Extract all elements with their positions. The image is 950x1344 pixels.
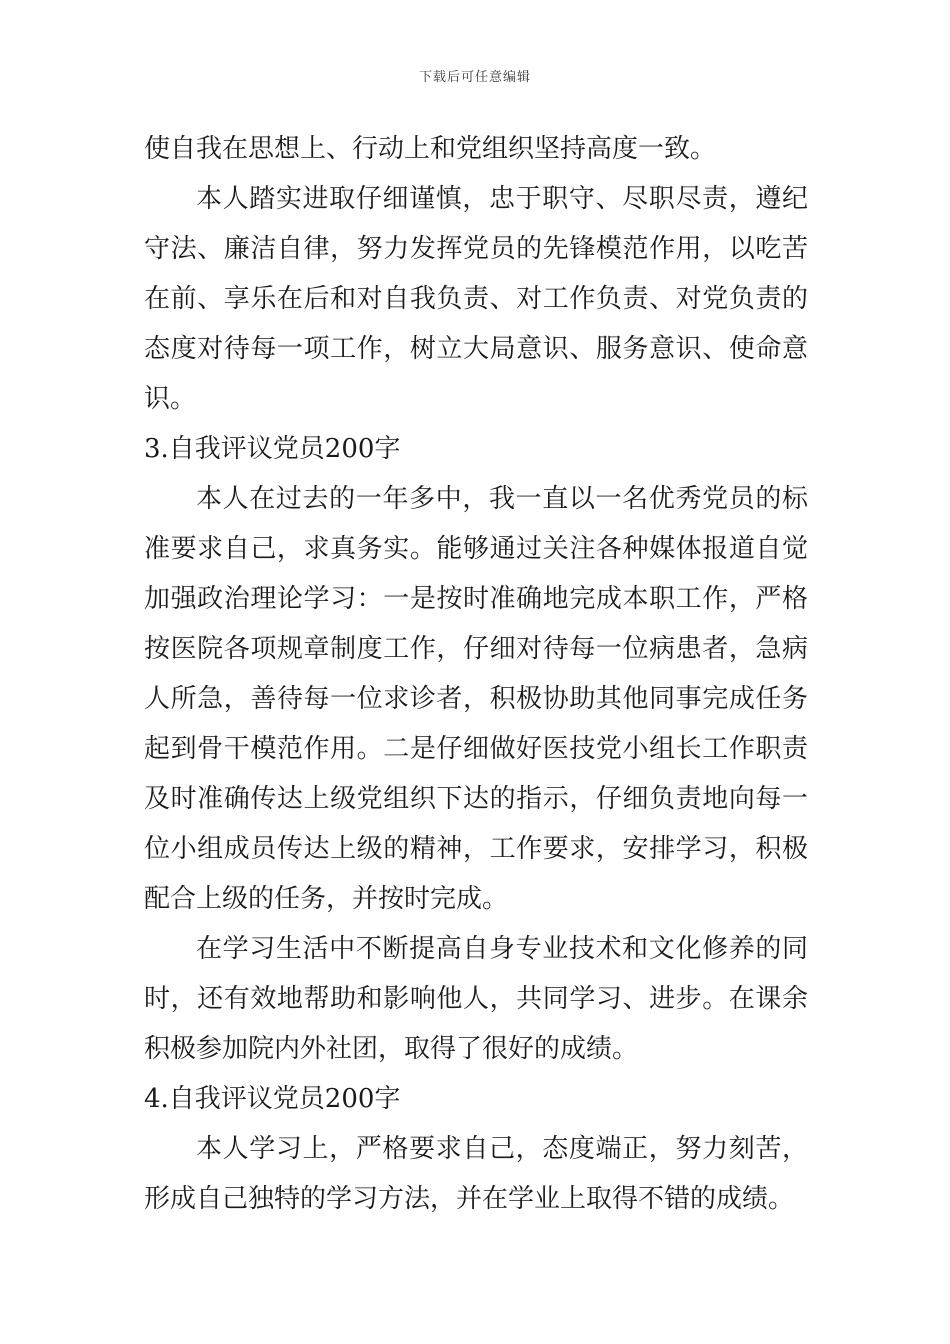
paragraph-study-life: 在学习生活中不断提高自身专业技术和文化修养的同时，还有效地帮助和影响他人，共同学习、进步。在课余积极参加院内外社团，取得了很好的成绩。 bbox=[144, 934, 808, 1064]
paragraph-continued: 使自我在思想上、行动上和党组织坚持高度一致。 bbox=[144, 134, 717, 164]
section-heading-3: 3.自我评议党员200字 bbox=[144, 434, 401, 464]
page-header-note: 下载后可任意编辑 bbox=[418, 70, 531, 85]
paragraph-study-attitude: 本人学习上，严格要求自己，态度端正，努力刻苦，形成自己独特的学习方法，并在学业上取得不错的成绩。 bbox=[144, 1134, 808, 1214]
paragraph-work-review: 本人在过去的一年多中，我一直以一名优秀党员的标准要求自己，求真务实。能够通过关注各种媒体报道自觉加强政治理论学习：一是按时准确地完成本职工作，严格按医院各项规章制度工作，仔细对待每一位病患者，急病人所急，善待每一位求诊者，积极协助其他同事完成任务起到骨干模范作用。二是仔细做好医技党小组长工作职责及时准确传达上级党组织下达的指示，仔细负责地向每一位小组成员传达上级的精神，工作要求，安排学习，积极配合上级的任务，并按时完成。 bbox=[144, 484, 808, 914]
document-body bbox=[144, 124, 808, 1224]
section-heading-4: 4.自我评议党员200字 bbox=[144, 1084, 401, 1114]
paragraph-self-conduct: 本人踏实进取仔细谨慎，忠于职守、尽职尽责，遵纪守法、廉洁自律，努力发挥党员的先锋模范作用，以吃苦在前、享乐在后和对自我负责、对工作负责、对党负责的态度对待每一项工作，树立大局意识、服务意识、使命意识。 bbox=[144, 184, 808, 414]
